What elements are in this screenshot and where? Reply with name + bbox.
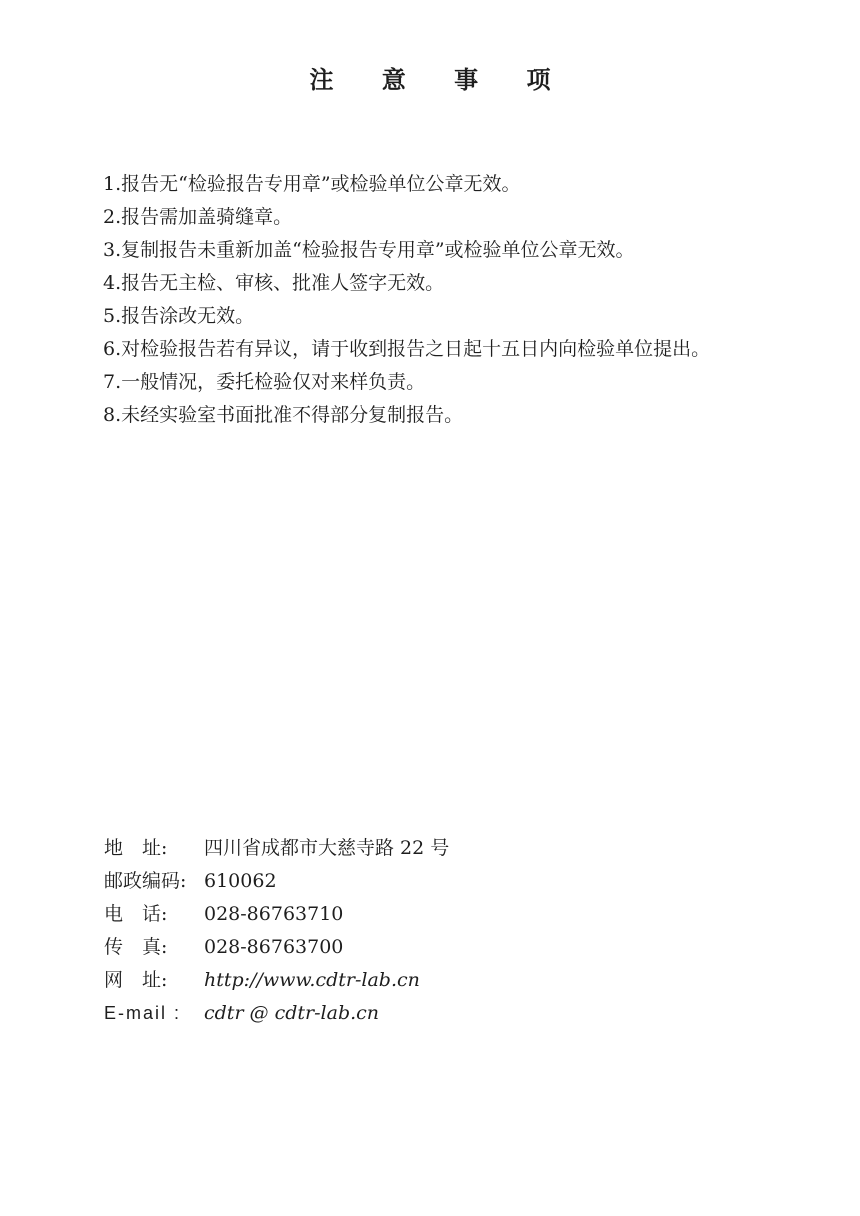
note-item: 7.一般情况，委托检验仅对来样负责。 <box>103 371 426 393</box>
email-row <box>104 997 449 1030</box>
note-item: 8.未经实验室书面批准不得部分复制报告。 <box>103 404 464 426</box>
note-item: 3.复制报告未重新加盖“检验报告专用章”或检验单位公章无效。 <box>103 239 635 261</box>
web-link[interactable]: http://www.cdtr-lab.cn <box>204 969 420 991</box>
phone-value: 028-86763710 <box>204 903 344 925</box>
postcode-value: 610062 <box>204 870 277 892</box>
contact-block <box>104 832 449 1030</box>
address-value: 四川省成都市大慈寺路 22 号 <box>204 837 450 859</box>
notes-list <box>103 168 793 432</box>
address-row <box>104 832 449 865</box>
web-row <box>104 964 449 997</box>
fax-label: 传 真: <box>104 936 168 958</box>
email-link[interactable]: cdtr @ cdtr-lab.cn <box>204 1002 380 1024</box>
phone-label: 电 话: <box>104 903 168 925</box>
note-item: 5.报告涂改无效。 <box>103 305 255 327</box>
web-label: 网 址: <box>104 969 168 991</box>
fax-value: 028-86763700 <box>204 936 344 958</box>
fax-row <box>104 931 449 964</box>
postcode-row <box>104 865 449 898</box>
note-item: 2.报告需加盖骑缝章。 <box>103 206 293 228</box>
address-label: 地 址: <box>104 837 168 859</box>
note-item: 4.报告无主检、审核、批准人签字无效。 <box>103 272 445 294</box>
note-item: 1.报告无“检验报告专用章”或检验单位公章无效。 <box>103 173 521 195</box>
page-title: 注 意 事 项 <box>309 65 571 94</box>
postcode-label: 邮政编码: <box>104 870 187 892</box>
note-item: 6.对检验报告若有异议，请于收到报告之日起十五日内向检验单位提出。 <box>103 338 711 360</box>
phone-row <box>104 898 449 931</box>
email-label: E-mail : <box>104 1003 182 1023</box>
